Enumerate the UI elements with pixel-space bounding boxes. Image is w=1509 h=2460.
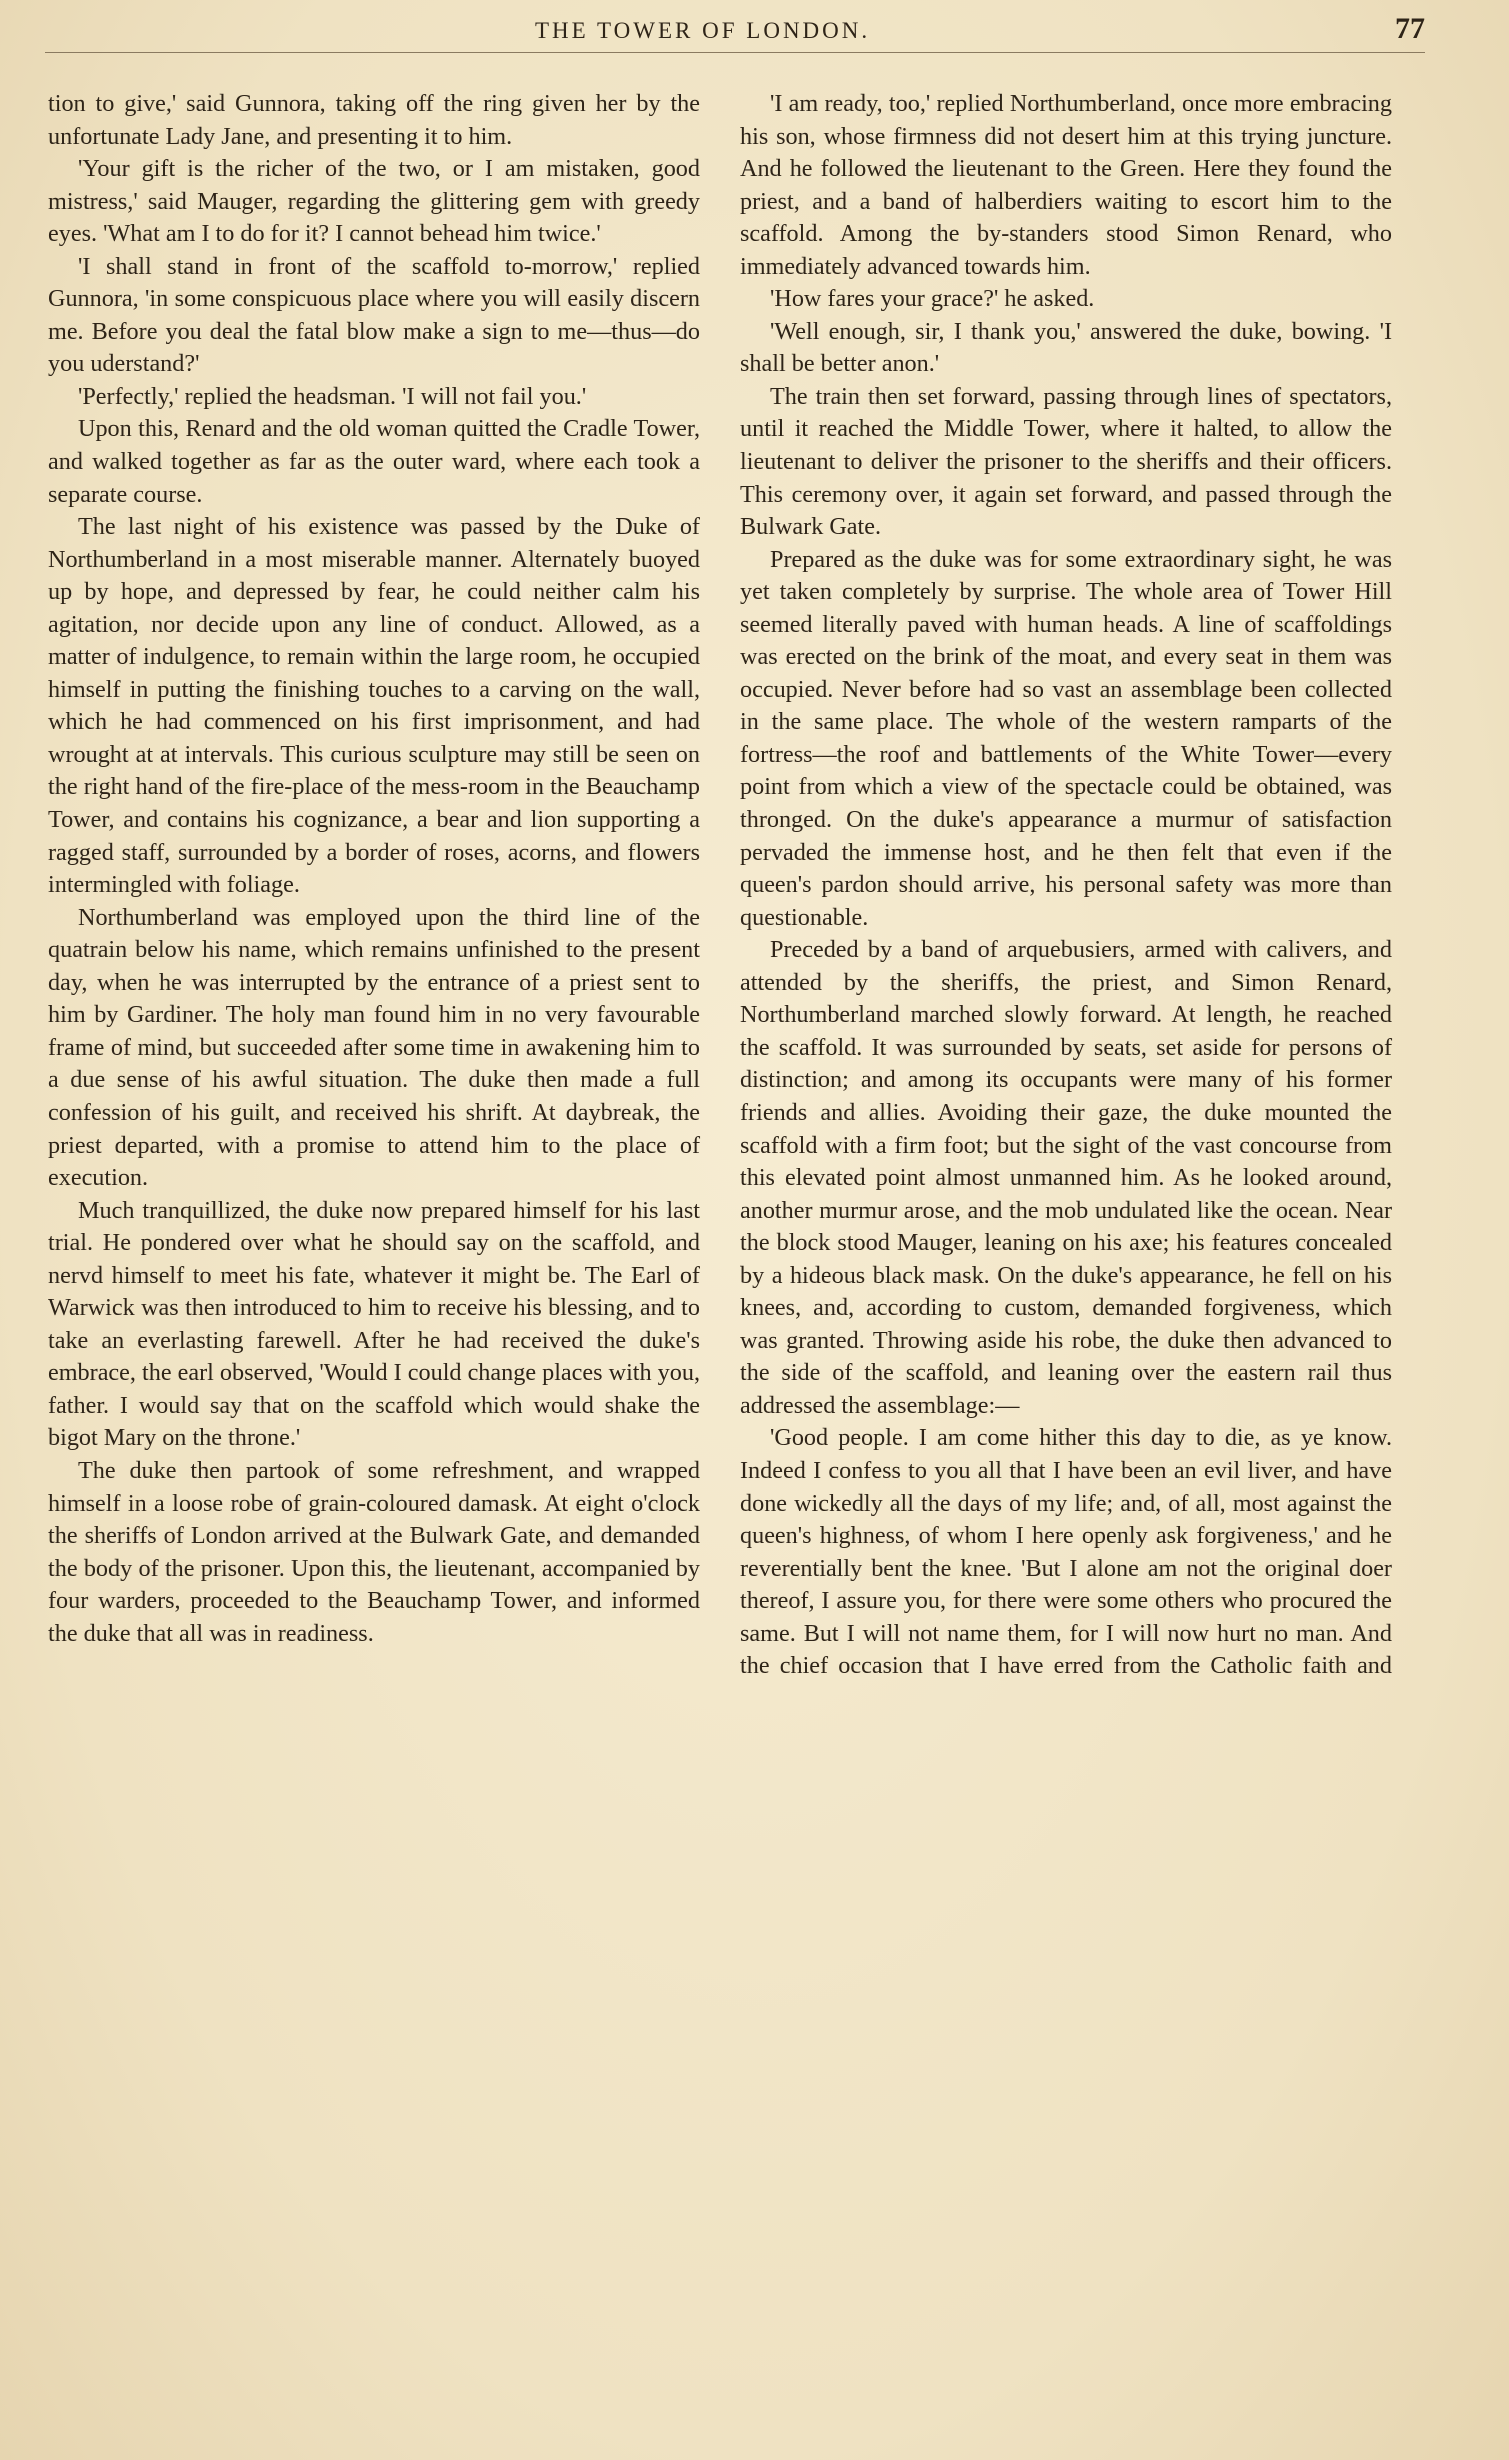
paragraph: 'How fares your grace?' he asked. — [770, 285, 1095, 313]
paragraph: 'I am ready, too,' replied Northumberland, once more embracing his son, whose firmness did not desert him at this trying juncture. And he followed the lieutenant to the Green. Here they found the priest, and a band of halberdiers waiting to escort him to the scaffold. Among the by-standers stood Simon Renard, who immediately advanced towards him. — [740, 90, 1392, 280]
paragraph: The train then set forward, passing through lines of spectators, until it reached the Middle Tower, where it halted, to allow the lieutenant to deliver the prisoner to the sheriffs and their officers. This ceremony over, it again set forward, and passed through the Bulwark Gate. — [740, 382, 1392, 541]
paragraph: The last night of his existence was passed by the Duke of Northumberland in a most miserable manner. Alternately buoyed up by hope, and depressed by fear, he could neither calm his agitation, nor decide upon any line of conduct. Allowed, as a matter of indulgence, to remain within the large room, he occupied himself in putting the finishing touches to a carving on the wall, which he had commenced on his first imprisonment, and had wrought at at intervals. This curious sculpture may still be seen on the right hand of the fire-place of the mess-room in the Beauchamp Tower, and contains his cognizance, a bear and lion supporting a ragged staff, surrounded by a border of roses, acorns, and flowers intermingled with foliage. — [48, 513, 700, 899]
left-column — [48, 88, 700, 1650]
right-column — [740, 88, 1392, 1683]
paragraph: tion to give,' said Gunnora, taking off the ring given her by the unfortunate Lady Jane, and presenting it to him. — [48, 90, 700, 150]
paragraph: 'Perfectly,' replied the headsman. 'I will not fail you.' — [78, 382, 587, 410]
paragraph: Upon this, Renard and the old woman quitted the Cradle Tower, and walked together as far as the outer ward, where each took a separate course. — [48, 415, 700, 508]
paragraph: Much tranquillized, the duke now prepared himself for his last trial. He pondered over what he should say on the scaffold, and nervd himself to meet his fate, whatever it might be. The Earl of Warwick was then introduced to him to receive his blessing, and to take an everlasting farewell. After he had received the duke's embrace, the earl observed, 'Would I could change places with you, father. I would say that on the scaffold which would shake the bigot Mary on the throne.' — [48, 1196, 700, 1452]
paragraph: 'Good people. I am come hither this day to die, as ye know. Indeed I confess to you all that I have been an evil liver, and have done wickedly all the days of my life; and, of all, most against the queen's highness, of whom I here openly ask forgiveness,' and he reverentially bent the knee. 'But I alone am not the original doer thereof, I assure you, for there were some others who procured the same. But I will not name them, for I will now hurt no man. And the chief occasion that I have erred from the Catholic faith and — [740, 1424, 1392, 1680]
paragraph: The duke then partook of some refreshment, and wrapped himself in a loose robe of grain-coloured damask. At eight o'clock the sheriffs of London arrived at the Bulwark Gate, and demanded the body of the prisoner. Upon this, the lieutenant, accompanied by four warders, proceeded to the Beauchamp Tower, and informed the duke that all was in readiness. — [48, 1456, 700, 1647]
running-header — [45, 12, 1425, 53]
paragraph: Northumberland was employed upon the third line of the quatrain below his name, which remains unfinished to the present day, when he was interrupted by the entrance of a priest sent to him by Gardiner. The holy man found him in no very favourable frame of mind, but succeeded after some time in awakening him to a due sense of his awful situation. The duke then made a full confession of his guilt, and received his shrift. At daybreak, the priest departed, with a promise to attend him to the place of execution. — [48, 903, 700, 1192]
page-number: 77 — [1395, 12, 1425, 45]
paragraph: Prepared as the duke was for some extraordinary sight, he was yet taken completely by surprise. The whole area of Tower Hill seemed literally paved with human heads. A line of scaffoldings was erected on the brink of the moat, and every seat in them was occupied. Never before had so vast an assemblage been collected in the same place. The whole of the western ramparts of the fortress—the roof and battlements of the White Tower—every point from which a view of the spectacle could be obtained, was thronged. On the duke's appearance a murmur of satisfaction pervaded the immense host, and he then felt that even if the queen's pardon should arrive, his personal safety was more than questionable. — [740, 545, 1392, 931]
paragraph: Preceded by a band of arquebusiers, armed with calivers, and attended by the sheriffs, the priest, and Simon Renard, Northumberland marched slowly forward. At length, he reached the scaffold. It was surrounded by seats, set aside for persons of distinction; and among its occupants were many of his former friends and allies. Avoiding their gaze, the duke mounted the scaffold with a firm foot; but the sight of the vast concourse from this elevated point almost unmanned him. As he looked around, another murmur arose, and the mob undulated like the ocean. Near the block stood Mauger, leaning on his axe; his features concealed by a hideous black mask. On the duke's appearance, he fell on his knees, and, according to custom, demanded forgiveness, which was granted. Throwing aside his robe, the duke then advanced to the side of the scaffold, and leaning over the eastern rail thus addressed the assemblage:— — [740, 936, 1392, 1419]
paragraph: 'Your gift is the richer of the two, or I am mistaken, good mistress,' said Mauger, regarding the glittering gem with greedy eyes. 'What am I to do for it? I cannot behead him twice.' — [48, 155, 700, 248]
paragraph: 'Well enough, sir, I thank you,' answered the duke, bowing. 'I shall be better anon.' — [740, 317, 1392, 378]
paragraph: 'I shall stand in front of the scaffold to-morrow,' replied Gunnora, 'in some conspicuous place where you will easily discern me. Before you deal the fatal blow make a sign to me—thus—do you uderstand?' — [48, 252, 700, 378]
running-title: THE TOWER OF LONDON. — [535, 18, 871, 43]
